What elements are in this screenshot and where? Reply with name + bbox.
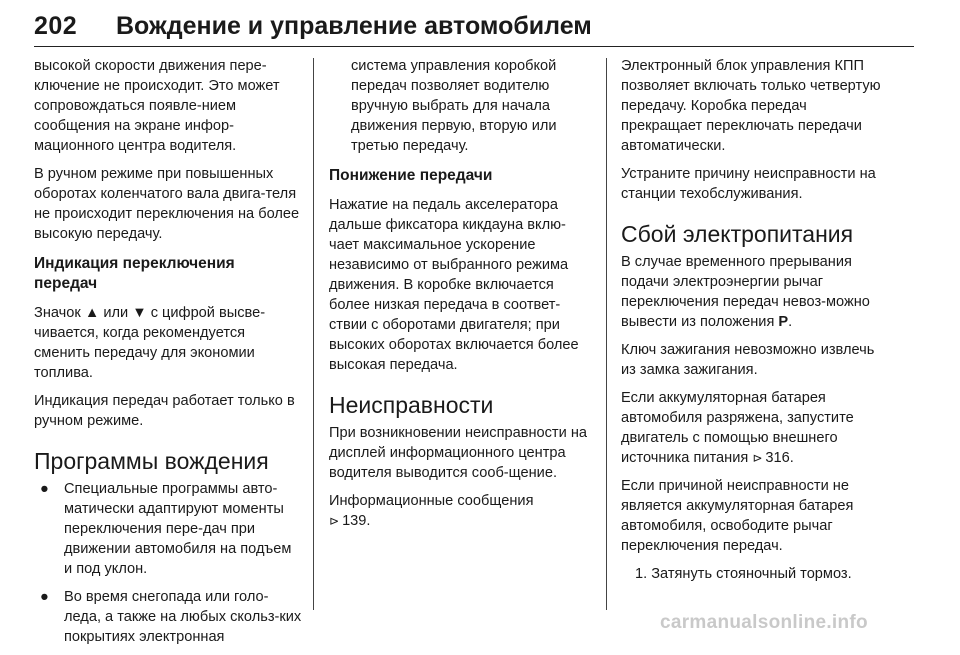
paragraph: При возникновении неисправности на дисплей информационного центра водителя выводится сооб-щение. [329,425,587,481]
page-reference-link[interactable]: 139. [342,513,371,529]
subheading-kickdown: Понижение передачи [329,167,493,184]
paragraph [621,252,887,332]
list-item-text: Специальные программы авто-матически адаптируют моменты переключения пере-дач при движении автомобиля на подъем и под уклон. [64,481,292,577]
paragraph: Ключ зажигания невозможно извлечь из замка зажигания. [621,342,875,378]
page-number: 202 [34,12,78,40]
heading-driving-programs: Программы вождения [34,448,269,474]
list-item [34,479,302,579]
paragraph-text: Если аккумуляторная батарея автомобиля разряжена, запустите двигатель с помощью внешнего источника питания [621,390,854,466]
page-reference-arrow-icon[interactable]: ⊳ [329,514,340,528]
column-divider-2 [606,58,607,610]
paragraph: система управления коробкой передач позволяет водителю вручную выбрать для начала движения первую, вторую или третью передачу. [351,58,557,154]
column-2 [329,56,595,539]
paragraph-text: В случае временного прерывания подачи электроэнергии рычаг переключения передач невоз-можно вывести из положения [621,254,870,330]
paragraph: Индикация передач работает только в ручном режиме. [34,393,295,429]
list-item [34,587,302,647]
paragraph: Нажатие на педаль акселератора дальше фиксатора кикдауна вклю-чает максимальное ускорение независимо от выбранного режима движения. В коробке включается более низкая передача в соответ-ствии с оборотами двигателя; при высоких оборотах включается более высокая передача. [329,197,579,373]
bullet-icon: ● [40,481,49,497]
watermark: carmanualsonline.info [660,612,868,633]
paragraph: высокой скорости движения пере-ключение не происходит. Это может сопровождаться появле-нием сообщения на экране инфор-мационного центра водителя. [34,58,280,154]
page-reference-link[interactable]: 316. [765,450,794,466]
heading-power-failure: Сбой электропитания [621,221,854,247]
heading-faults: Неисправности [329,392,494,418]
paragraph: Если причиной неисправности не является аккумуляторная батарея автомобиля, освободите рычаг переключения передач. [621,478,854,554]
column-divider-1 [313,58,314,610]
column-1 [34,56,302,655]
page-title: Вождение и управление автомобилем [116,12,592,40]
paragraph: Электронный блок управления КПП позволяет включать только четвертую передачу. Коробка передач прекращает переключать передачи автоматически. [621,58,881,154]
column-3 [621,56,887,592]
reference-label: Информационные сообщения [329,493,534,509]
paragraph-end: . [788,314,793,330]
paragraph: Значок ▲ или ▼ с цифрой высве-чивается, когда рекомендуется сменить передачу для экономии топлива. [34,305,266,381]
paragraph: В ручном режиме при повышенных оборотах коленчатого вала двига-теля не происходит переключения на более высокую передачу. [34,166,300,242]
list-item-text: Во время снегопада или голо-леда, а также на любых скольз-ких покрытиях электронная [64,589,302,645]
gear-position-p: P [778,314,789,330]
header-divider [34,46,914,47]
subheading-gear-indicator: Индикация переключения передач [34,255,235,292]
page-reference-arrow-icon[interactable]: ⊳ [752,451,763,465]
page-header [34,6,914,46]
paragraph: Устраните причину неисправности на станции техобслуживания. [621,166,876,202]
bullet-icon: ● [40,589,49,605]
paragraph [621,388,887,468]
paragraph-reference [329,491,595,531]
numbered-step: 1. Затянуть стояночный тормоз. [635,566,852,582]
